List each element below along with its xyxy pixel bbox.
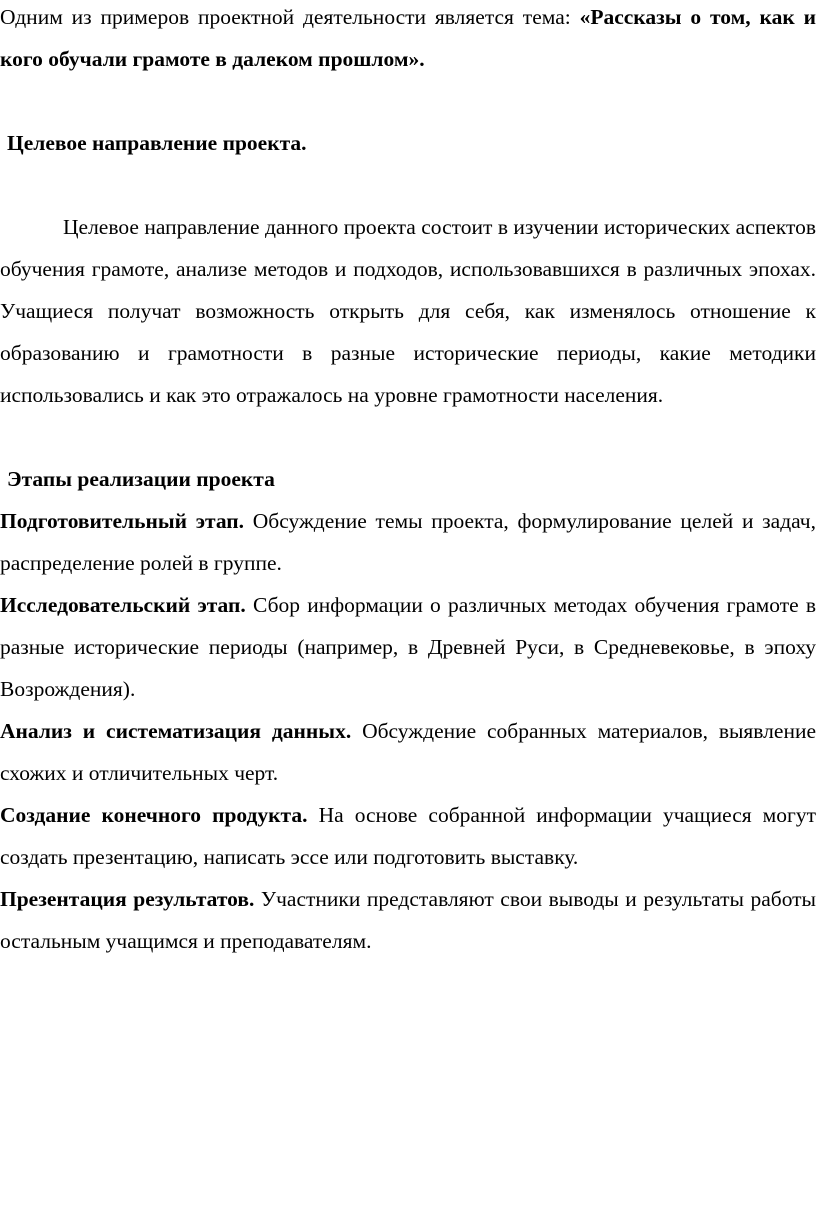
stage-title: Подготовительный этап. [0,509,245,533]
stage-item [0,710,816,794]
stage-title: Презентация результатов. [0,887,255,911]
stage-text: Участники представляют свои выводы и результаты работы остальным учащимся и преподавателям. [0,887,816,953]
blank-line [0,416,816,458]
stage-item [0,584,816,710]
project-topic: «Рассказы о том, как и кого обучали грамоте в далеком прошлом». [0,5,816,71]
blank-line [0,80,816,122]
goal-heading: Целевое направление проекта. [7,131,307,155]
stage-title: Анализ и систематизация данных. [0,719,352,743]
stage-text: На основе собранной информации учащиеся могут создать презентацию, написать эссе или подготовить выставку. [0,803,816,869]
stage-title: Создание конечного продукта. [0,803,308,827]
stage-title: Исследовательский этап. [0,593,246,617]
stage-text: Обсуждение темы проекта, формулирование целей и задач, распределение ролей в группе. [0,509,816,575]
stage-text: Обсуждение собранных материалов, выявление схожих и отличительных черт. [0,719,816,785]
blank-line [0,164,816,206]
goal-body: Целевое направление данного проекта состоит в изучении исторических аспектов обучения грамоте, анализе методов и подходов, использовавшихся в различных эпохах. Учащиеся получат возможность открыть для себя, как изменялось отношение к образованию и грамотности в разные исторические периоды, какие методики использовались и как это отражалось на уровне грамотности населения. [0,215,816,407]
intro-paragraph [0,0,816,80]
stage-item [0,794,816,878]
stages-heading: Этапы реализации проекта [7,467,275,491]
intro-text: Одним из примеров проектной деятельности является тема: [0,5,580,29]
stage-text: Сбор информации о различных методах обучения грамоте в разные исторические периоды (например, в Древней Руси, в Средневековье, в эпоху Возрождения). [0,593,816,701]
stage-item [0,878,816,962]
stage-item [0,500,816,584]
